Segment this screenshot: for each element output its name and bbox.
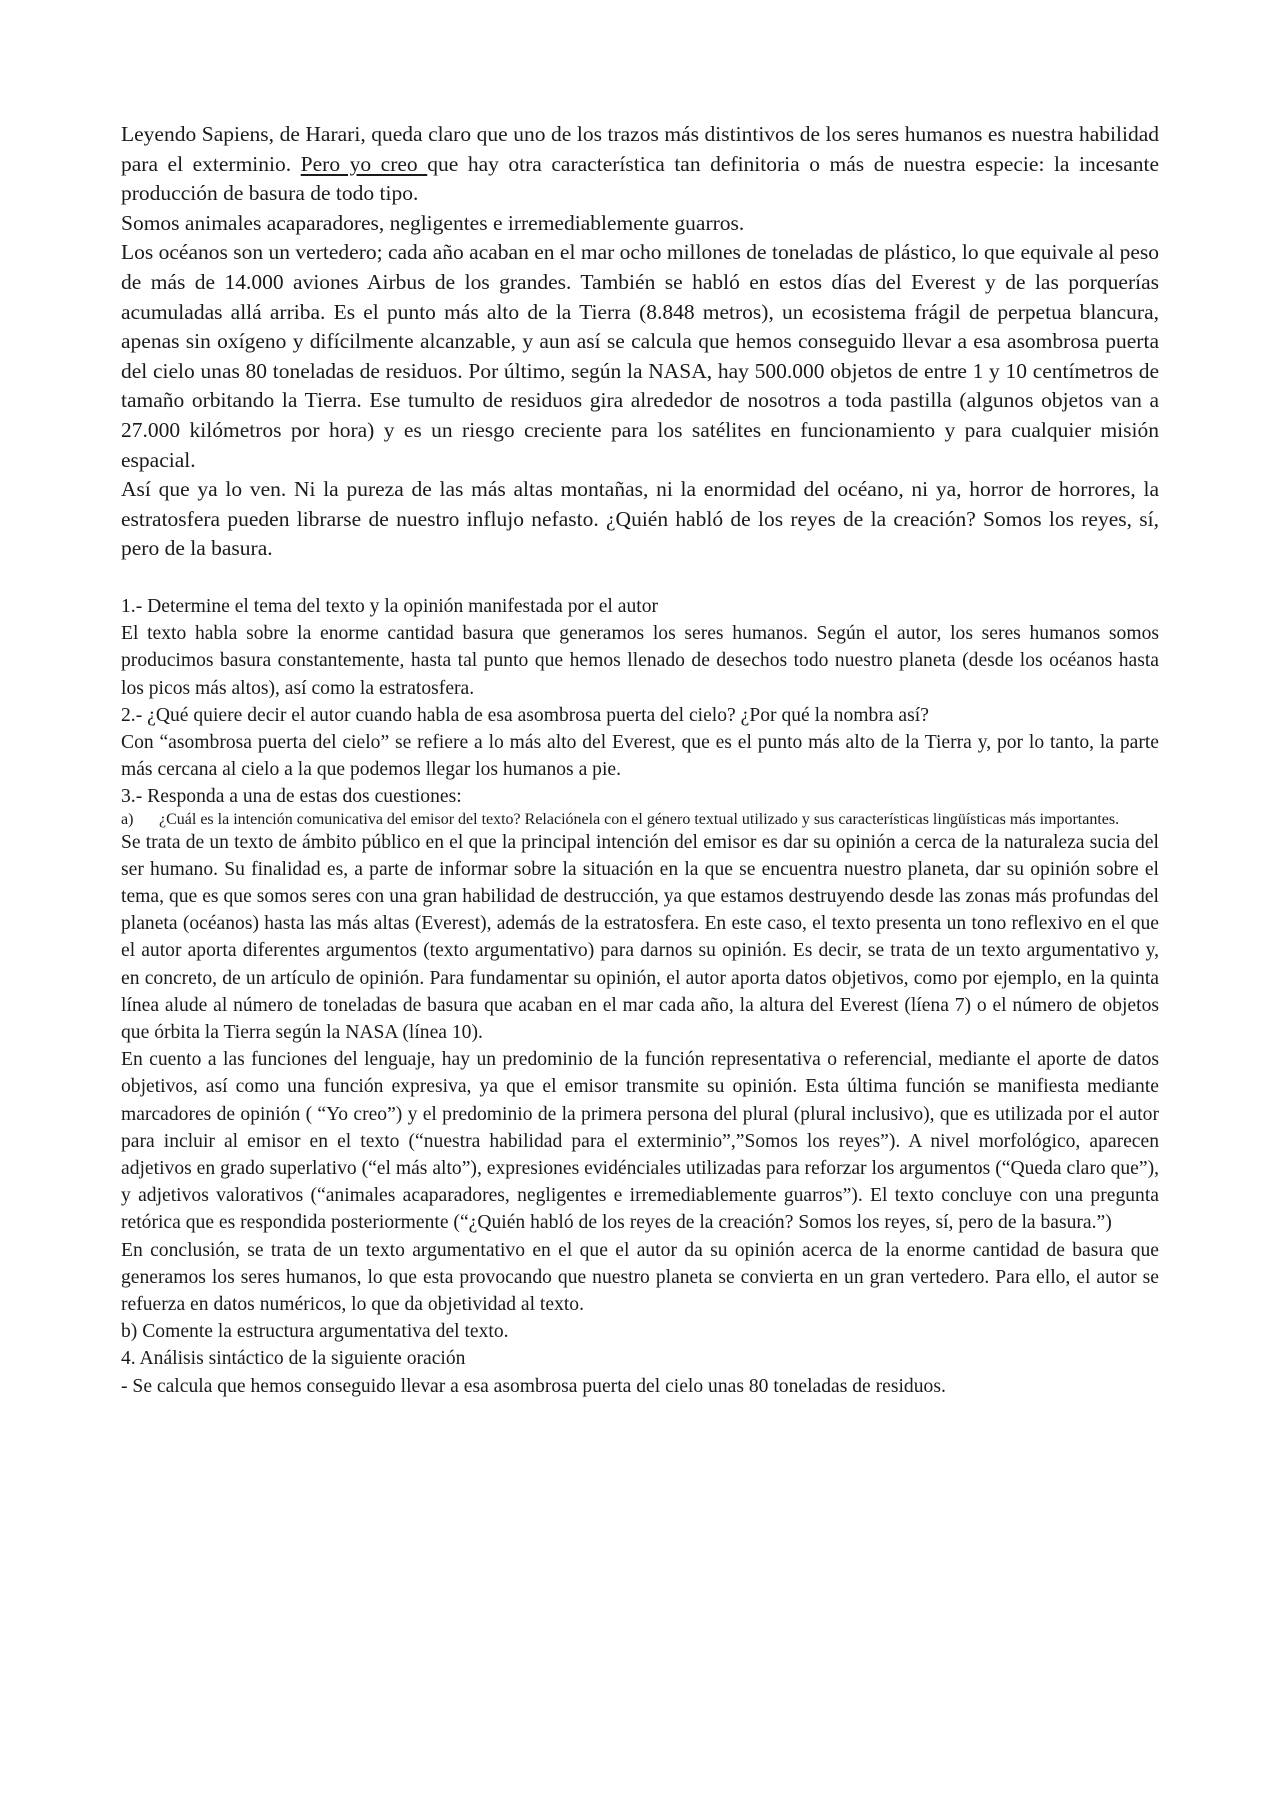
article-p1-end: que hay otra característica tan definitoria o más de nuestra especie: la incesante producción de basura de todo tipo. — [121, 151, 1160, 206]
article-p1-start: Leyendo Sapiens, de Harari, queda claro que uno de los trazos más distintivos de los seres humanos es nuestra habilidad para el exterminio. — [121, 122, 1159, 176]
article-text — [121, 120, 1159, 564]
document-page — [121, 120, 1159, 1400]
article-paragraph-3: Los océanos son un vertedero; cada año acaban en el mar ocho millones de toneladas de plástico, lo que equivale al peso de más de 14.000 aviones Airbus de los grandes. También se habló en estos días del Everest y de las porquerías acumuladas allá arriba. Es el punto más alto de la Tierra (8.848 metros), un ecosistema frágil de perpetua blancura, apenas sin oxígeno y difícilmente alcanzable, y aun así se calcula que hemos conseguido llevar a esa asombrosa puerta del cielo unas 80 toneladas de residuos. Por último, según la NASA, hay 500.000 objetos de entre 1 y 10 centímetros de tamaño orbitando la Tierra. Ese tumulto de residuos gira alrededor de nosotros a toda pastilla (algunos objetos van a 27.000 kilómetros por hora) y es un riesgo creciente para los satélites en funcionamiento y para cualquier misión espacial. — [121, 240, 1159, 472]
underlined-phrase: Pero yo creo — [300, 151, 428, 176]
questions-section — [121, 593, 1159, 1400]
answer-3-paragraph-1: Se trata de un texto de ámbito público en el que la principal intención del emisor es dar su opinión a cerca de la naturaleza sucia del ser humano. Su finalidad es, a parte de informar sobre la situación en la que se encuentra nuestro planeta, dar su opinión sobre el tema, que es que somos seres con una gran habilidad de destrucción, ya que estamos destruyendo desde las zonas más profundas del planeta (océanos) hasta las más altas (Everest), además de la estratosfera. En este caso, el texto presenta un tono reflexivo en el que el autor aporta diferentes argumentos (texto argumentativo) para darnos su opinión. Es decir, se trata de un texto argumentativo y, en concreto, de un artículo de opinión. Para fundamentar su opinión, el autor aporta datos objetivos, como por ejemplo, en la quinta línea alude al número de toneladas de basura que acaban en el mar cada año, la altura del Everest (líena 7) o el número de objetos que órbita la Tierra según la NASA (línea 10). — [121, 831, 1159, 1043]
answer-3-paragraph-2: En cuento a las funciones del lenguaje, hay un predominio de la función representativa o referencial, mediante el aporte de datos objetivos, así como una función expresiva, ya que el emisor transmite su opinión. Esta última función se manifiesta mediante marcadores de opinión ( “Yo creo”) y el predominio de la primera persona del plural (plural inclusivo), que es utilizada por el autor para incluir al emisor en el texto (“nuestra habilidad para el exterminio”,”Somos los reyes”). A nivel morfológico, aparecen adjetivos en grado superlativo (“el más alto”), expresiones evidénciales utilizadas para reforzar los argumentos (“Queda claro que”), y adjetivos valorativos (“animales acaparadores, negligentes e irremediablemente guarros”). El texto concluye con una pregunta retórica que es respondida posteriormente (“¿Quién habló de los reyes de la creación? Somos los reyes, sí, pero de la basura.”) — [121, 1049, 1159, 1234]
question-3a-text: ¿Cuál es la intención comunicativa del emisor del texto? Relaciónela con el género textual utilizado y sus características lingüísticas más importantes. — [159, 810, 1120, 828]
question-4-sentence: - Se calcula que hemos conseguido llevar a esa asombrosa puerta del cielo unas 80 toneladas de residuos. — [121, 1375, 946, 1397]
answer-1: El texto habla sobre la enorme cantidad basura que generamos los seres humanos. Según el autor, los seres humanos somos producimos basura constantemente, hasta tal punto que hemos llenado de desechos todo nuestro planeta (desde los océanos hasta los picos más altos), así como la estratosfera. — [121, 623, 1159, 699]
article-paragraph-1 — [121, 120, 1159, 209]
list-marker: a) — [121, 810, 134, 828]
article-paragraph-2: Somos animales acaparadores, negligentes e irremediablemente guarros. — [121, 210, 745, 235]
answer-2: Con “asombrosa puerta del cielo” se refiere a lo más alto del Everest, que es el punto más alto de la Tierra y, por lo tanto, la parte más cercana al cielo a la que podemos llegar los humanos a pie. — [121, 731, 1159, 781]
question-3b: b) Comente la estructura argumentativa del texto. — [121, 1321, 509, 1343]
question-1: 1.- Determine el tema del texto y la opinión manifestada por el autor — [121, 595, 659, 617]
question-3: 3.- Responda a una de estas dos cuestiones: — [121, 786, 462, 808]
question-2: 2.- ¿Qué quiere decir el autor cuando habla de esa asombrosa puerta del cielo? ¿Por qué la nombra así? — [121, 704, 929, 726]
article-paragraph-4: Así que ya lo ven. Ni la pureza de las más altas montañas, ni la enormidad del océano, ni ya, horror de horrores, la estratosfera pueden librarse de nuestro influjo nefasto. ¿Quién habló de los reyes de la creación? Somos los reyes, sí, pero de la basura. — [121, 477, 1159, 561]
question-4: 4. Análisis sintáctico de la siguiente oración — [121, 1348, 466, 1370]
question-3a — [121, 811, 1159, 829]
answer-3-paragraph-3: En conclusión, se trata de un texto argumentativo en el que el autor da su opinión acerca de la enorme cantidad de basura que generamos los seres humanos, lo que esta provocando que nuestro planeta se convierta en un gran vertedero. Para ello, el autor se refuerza en datos numéricos, lo que da objetividad al texto. — [121, 1239, 1159, 1315]
